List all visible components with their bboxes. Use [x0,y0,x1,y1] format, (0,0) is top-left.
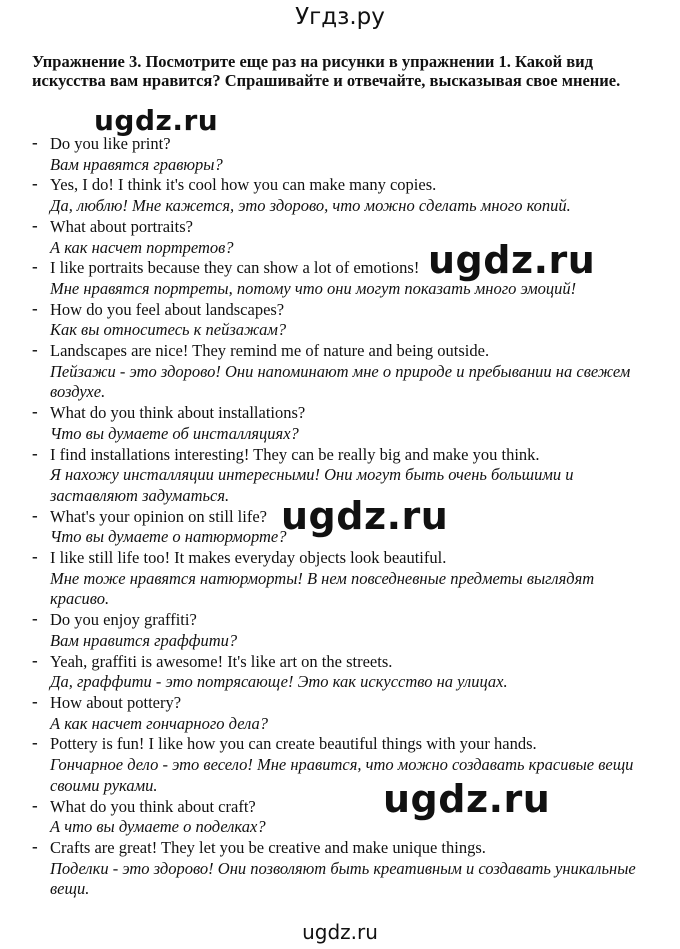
russian-translation: А как насчет гончарного дела? [50,713,269,733]
russian-translation: Я нахожу инсталляции интересными! Они могут быть очень большими и заставляют задуматься. [50,465,574,505]
english-line: What about portraits? [50,216,193,236]
dash-bullet: - [32,836,38,856]
russian-translation: Вам нравятся гравюры? [50,154,223,174]
russian-translation: Мне тоже нравятся натюрморты! В нем повседневные предметы выглядят красиво. [50,568,595,609]
watermark: ugdz.ru [281,494,449,538]
dash-bullet: - [32,505,38,525]
russian-translation: Пейзажи - это здорово! Они напоминают мне о природе и пребывании на свежем воздухе. [50,361,631,402]
dialog-line [32,341,652,403]
dash-bullet: - [32,340,38,360]
english-line: What's your opinion on still life? [50,506,267,526]
dialog-line [32,548,652,610]
dialog-line [32,734,652,796]
russian-translation: Поделки - это здорово! Они позволяют быть креативным и создавать уникальные вещи. [50,858,636,899]
russian-translation: Как вы относитесь к пейзажам? [50,320,287,340]
russian-translation: Гончарное дело - это весело! Мне нравится, что можно создавать красивые вещи своими руками. [50,755,634,795]
footer-site-name: ugdz.ru [302,920,378,944]
dialog-line [32,403,652,444]
dialog-line [32,300,652,341]
dash-bullet: - [32,547,38,567]
dash-bullet: - [32,133,38,152]
dash-bullet: - [32,650,38,670]
english-line: I like still life too! It makes everyday objects look beautiful. [50,548,447,568]
dash-bullet: - [32,298,38,318]
dialog-line [32,134,652,175]
russian-translation: Да, граффити - это потрясающе! Это как искусство на улицах. [50,672,508,692]
watermark: ugdz.ru [428,238,596,282]
dash-bullet: - [32,795,38,815]
dash-bullet: - [32,257,38,277]
watermark: ugdz.ru [94,104,219,137]
english-line: Do you enjoy graffiti? [50,610,197,630]
english-line: How about pottery? [50,692,182,712]
russian-translation: Что вы думаете об инсталляциях? [50,423,299,443]
russian-translation: А как насчет портретов? [50,237,234,257]
english-line: Pottery is fun! I like how you can create beautiful things with your hands. [50,734,537,754]
exercise-heading: Упражнение 3. Посмотрите еще раз на рисунки в упражнении 1. Какой вид искусства вам нравится? Спрашивайте и отвечайте, высказывая свое мнение. [32,52,621,90]
english-line: What do you think about installations? [50,403,306,423]
dialog-line [32,652,652,693]
english-line: Yeah, graffiti is awesome! It's like art on the streets. [50,651,393,671]
english-line: Crafts are great! They let you be creative and make unique things. [50,837,486,857]
dash-bullet: - [32,733,38,753]
dialog-line [32,838,652,900]
dialog-line [32,797,652,838]
site-title: Угдз.ру [295,4,385,30]
russian-translation: Что вы думаете о натюрморте? [50,527,287,547]
dash-bullet: - [32,215,38,235]
watermark: ugdz.ru [383,777,551,821]
dash-bullet: - [32,609,38,629]
russian-translation: А что вы думаете о поделках? [50,817,266,837]
english-line: I like portraits because they can show a lot of emotions! [50,258,420,278]
russian-translation: Мне нравятся портреты, потому что они могут показать много эмоций! [50,278,577,298]
english-line: Do you like print? [50,134,171,153]
dialog-line [32,693,652,734]
dash-bullet: - [32,402,38,422]
english-line: How do you feel about landscapes? [50,299,285,319]
russian-translation: Вам нравится граффити? [50,630,238,650]
russian-translation: Да, люблю! Мне кажется, это здорово, что можно сделать много копий. [50,196,571,216]
english-line: I find installations interesting! They can be really big and make you think. [50,444,540,464]
dash-bullet: - [32,691,38,711]
dialog-line [32,175,652,216]
dash-bullet: - [32,443,38,463]
dialog-line [32,610,652,651]
english-line: What do you think about craft? [50,796,256,816]
dash-bullet: - [32,174,38,194]
english-line: Landscapes are nice! They remind me of nature and being outside. [50,341,490,361]
english-line: Yes, I do! I think it's cool how you can make many copies. [50,175,437,195]
